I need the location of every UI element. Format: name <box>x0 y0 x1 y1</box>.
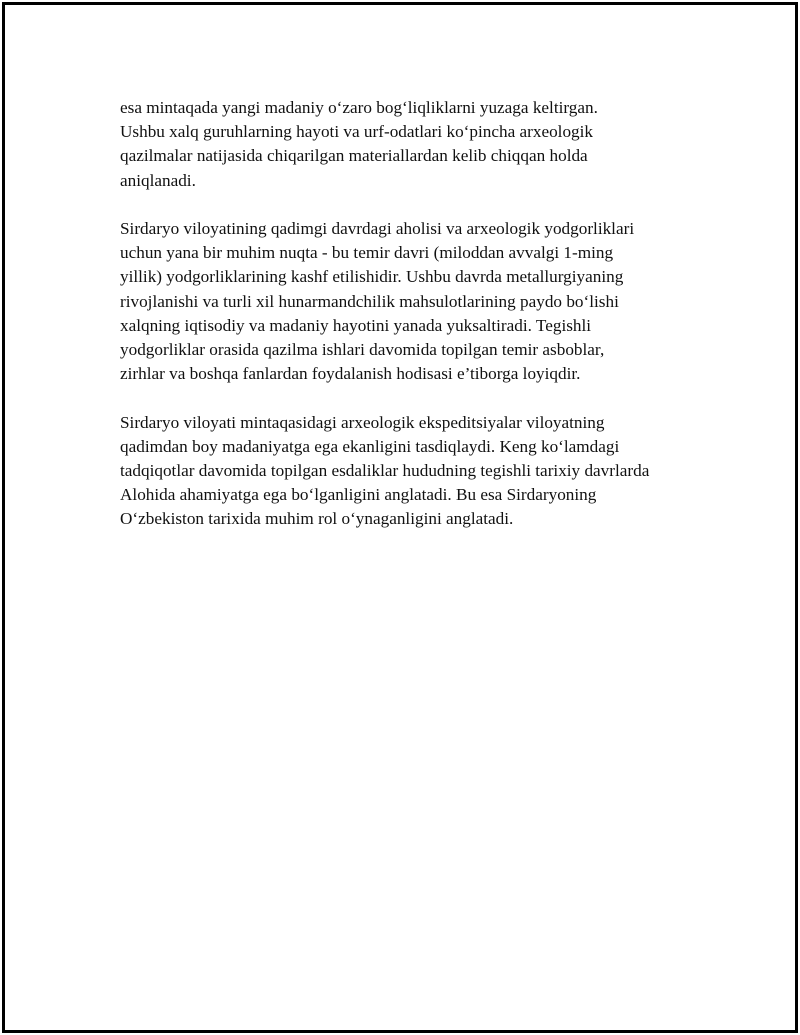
text-line: Alohida ahamiyatga ega bo‘lganligini anglatadi. Bu esa Sirdaryoning <box>120 485 597 505</box>
text-line: qazilmalar natijasida chiqarilgan materiallardan kelib chiqqan holda <box>120 146 588 166</box>
text-line: Sirdaryo viloyatining qadimgi davrdagi aholisi va arxeologik yodgorliklari <box>120 219 635 238</box>
text-line: Ushbu xalq guruhlarning hayoti va urf-odatlari ko‘pincha arxeologik <box>120 122 594 142</box>
paragraph-2 <box>120 217 710 386</box>
document-body <box>120 96 710 556</box>
text-line: tadqiqotlar davomida topilgan esdaliklar hududning tegishli tarixiy davrlarda <box>120 461 650 481</box>
text-line: yillik) yodgorliklarining kashf etilishidir. Ushbu davrda metallurgiyaning <box>120 267 624 287</box>
text-line: qadimdan boy madaniyatga ega ekanligini tasdiqlaydi. Keng ko‘lamdagi <box>120 436 620 456</box>
text-line: uchun yana bir muhim nuqta - bu temir davri (miloddan avvalgi 1-ming <box>120 243 614 263</box>
text-line: esa mintaqada yangi madaniy o‘zaro bog‘liqliklarni yuzaga keltirgan. <box>120 98 598 117</box>
text-line: O‘zbekiston tarixida muhim rol o‘ynaganligini anglatadi. <box>120 509 514 529</box>
text-line: rivojlanishi va turli xil hunarmandchilik mahsulotlarining paydo bo‘lishi <box>120 291 619 311</box>
paragraph-1 <box>120 96 710 193</box>
text-line: Sirdaryo viloyati mintaqasidagi arxeologik ekspeditsiyalar viloyatning <box>120 412 605 432</box>
document-page <box>2 2 798 1033</box>
text-line: aniqlanadi. <box>120 170 196 190</box>
text-line: yodgorliklar orasida qazilma ishlari davomida topilgan temir asboblar, <box>120 340 605 360</box>
paragraph-3 <box>120 411 710 532</box>
text-line: zirhlar va boshqa fanlardan foydalanish hodisasi e’tiborga loyiqdir. <box>120 364 581 384</box>
text-line: xalqning iqtisodiy va madaniy hayotini yanada yuksaltiradi. Tegishli <box>120 315 592 335</box>
